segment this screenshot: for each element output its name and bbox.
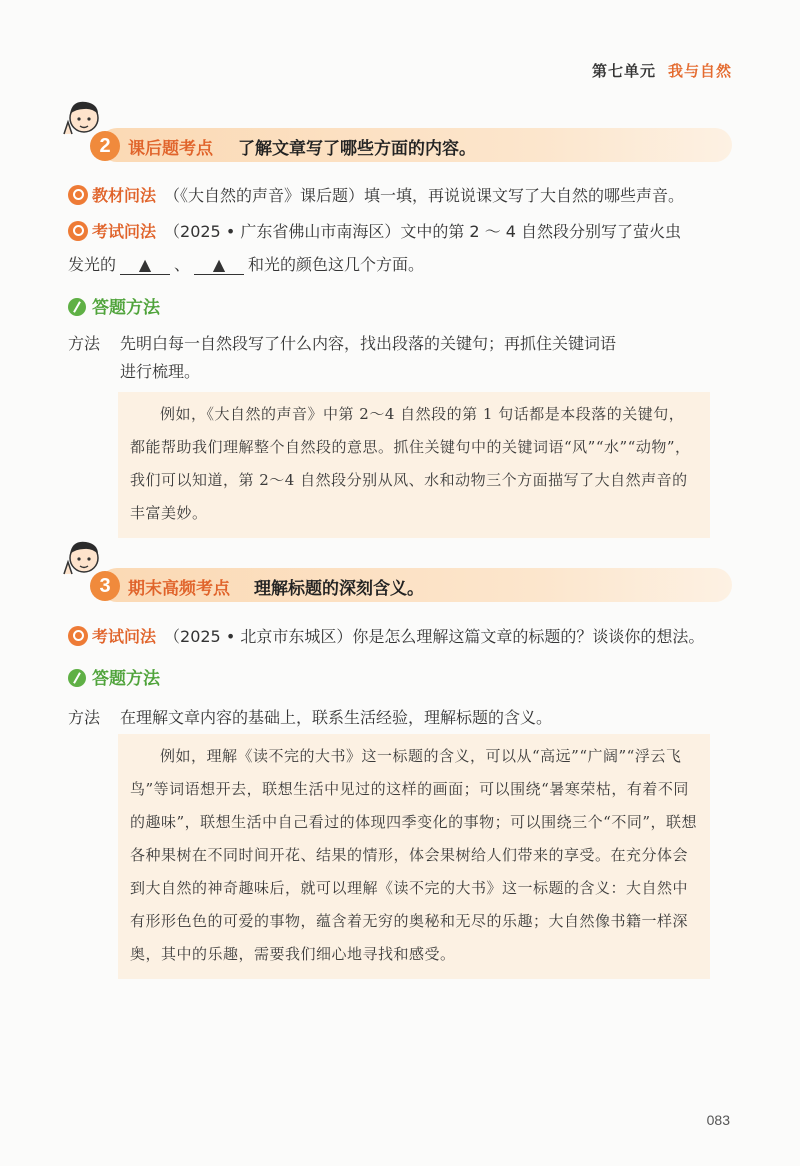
example-box: 例如，《大自然的声音》中第 2～4 自然段的第 1 句话都是本段落的关键句，都能帮助我们理解整个自然段的意思。抓住关键句中的关键词语“风”“水”“动物”，我们可以知道，第 2～4 自然段分别从风、水和动物三个方面描写了大自然声音的丰富美妙。: [118, 392, 710, 538]
exam-question-continued: [68, 252, 424, 275]
method-heading-text: 答题方法: [92, 298, 160, 318]
method-text: [68, 704, 728, 732]
method-line-2: 进行梳理。: [120, 362, 201, 381]
question-text: （《大自然的声音》课后题）填一填，再说说课文写了大自然的哪些声音。: [164, 186, 685, 205]
question-text: （2025 • 广东省佛山市南海区）文中的第 2 ～ 4 自然段分别写了萤火虫: [164, 222, 682, 241]
fill-blank-1: ▲: [120, 255, 170, 275]
section2-number-badge: 2: [90, 131, 120, 161]
key-icon: [68, 298, 86, 316]
question-text: （2025 • 北京市东城区）你是怎么理解这篇文章的标题的？谈谈你的想法。: [164, 627, 705, 646]
method-line: 在理解文章内容的基础上，联系生活经验，理解标题的含义。: [120, 708, 553, 727]
unit-topic: 我与自然: [667, 62, 732, 80]
exam-question: [68, 624, 704, 647]
question-text-b: 和光的颜色这几个方面。: [248, 255, 425, 274]
search-icon: [68, 185, 88, 205]
method-heading: [68, 293, 160, 318]
method-text: [68, 330, 728, 386]
section3-number-badge: 3: [90, 571, 120, 601]
textbook-question: [68, 183, 684, 206]
exam-question: [68, 219, 681, 242]
question-label: 教材问法: [92, 186, 157, 205]
section2-subtitle: 了解文章写了哪些方面的内容。: [238, 139, 476, 159]
fill-blank-2: ▲: [194, 255, 244, 275]
example-box: 例如，理解《读不完的大书》这一标题的含义，可以从“高远”“广阔”“浮云飞鸟”等词语想开去，联想生活中见过的这样的画面；可以围绕“暑寒荣枯，有着不同的趣味”，联想生活中自己看过的体现四季变化的事物；可以围绕三个“不同”，联想各种果树在不同时间开花、结果的情形，体会果树给人们带来的享受。在充分体会到大自然的神奇趣味后，就可以理解《读不完的大书》这一标题的含义：大自然中有形形色色的可爱的事物，蕴含着无穷的奥秘和无尽的乐趣；大自然像书籍一样深奥，其中的乐趣，需要我们细心地寻找和感受。: [118, 734, 710, 979]
separator: 、: [174, 255, 191, 274]
method-line-1: 先明白每一自然段写了什么内容，找出段落的关键句；再抓住关键词语: [120, 334, 617, 353]
unit-header: [592, 60, 732, 81]
unit-label: 第七单元: [591, 62, 656, 80]
question-text-a: 发光的: [68, 255, 117, 274]
section3-title: 期末高频考点: [128, 579, 230, 599]
page-number: 083: [706, 1112, 730, 1128]
method-label: 方法: [68, 334, 101, 353]
search-icon: [68, 626, 88, 646]
question-label: 考试问法: [92, 222, 157, 241]
question-label: 考试问法: [92, 627, 157, 646]
search-icon: [68, 221, 88, 241]
section3-subtitle: 理解标题的深刻含义。: [254, 579, 424, 599]
section2-title: 课后题考点: [128, 139, 213, 159]
method-heading-text: 答题方法: [92, 669, 160, 689]
method-heading: [68, 664, 160, 689]
key-icon: [68, 669, 86, 687]
method-label: 方法: [68, 708, 101, 727]
